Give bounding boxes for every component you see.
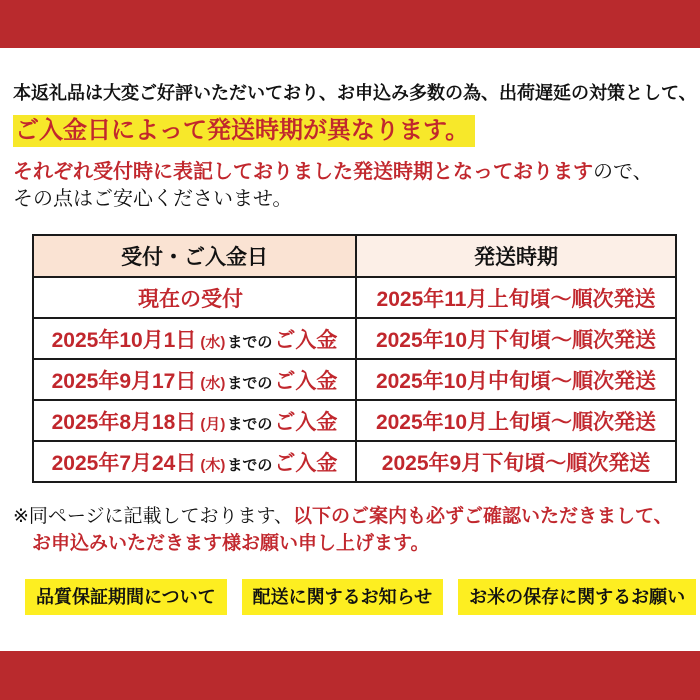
- notice-body: [0, 48, 700, 651]
- table-row: [33, 318, 676, 359]
- table-row: [33, 400, 676, 441]
- header-payment-date: 受付・ご入金日: [33, 235, 356, 277]
- footer-links-row: [25, 579, 687, 615]
- payment-date-cell: 2025年7月24日 (木) までのご入金: [33, 441, 356, 482]
- shipping-schedule-table: [32, 234, 677, 483]
- shipping-period-cell: 2025年10月上旬頃〜順次発送: [356, 400, 676, 441]
- shipping-period-cell: 2025年11月上旬頃〜順次発送: [356, 277, 676, 318]
- payment-date-cell: 現在の受付: [33, 277, 356, 318]
- table-row: [33, 359, 676, 400]
- payment-date-cell: 2025年8月18日 (月) までのご入金: [33, 400, 356, 441]
- top-red-band: [0, 0, 700, 48]
- rice-storage-link[interactable]: お米の保存に関するお願い: [458, 579, 696, 615]
- table-header-row: [33, 235, 676, 277]
- intro-text: 本返礼品は大変ご好評いただいており、お申込み多数の為、出荷遅延の対策として、: [13, 83, 697, 103]
- shipping-notice-black-text: ので、: [593, 161, 653, 183]
- delivery-notice-link[interactable]: 配送に関するお知らせ: [242, 579, 443, 615]
- shipping-notice-red-text: それぞれ受付時に表記しておりました発送時期となっております: [13, 161, 593, 183]
- payment-date-cell: 2025年10月1日 (水) までのご入金: [33, 318, 356, 359]
- footer-note-red-text: 以下のご案内も必ずご確認いただきまして、: [293, 506, 673, 527]
- bottom-red-band: [0, 651, 700, 700]
- quality-guarantee-link[interactable]: 品質保証期間について: [25, 579, 227, 615]
- header-shipping-period: 発送時期: [356, 235, 676, 277]
- table-row: [33, 277, 676, 318]
- payment-date-cell: 2025年9月17日 (水) までのご入金: [33, 359, 356, 400]
- footer-note-black-text: ※同ページに記載しております、: [13, 506, 294, 527]
- shipping-notice-line2: その点はご安心くださいませ。: [13, 188, 293, 210]
- shipping-period-cell: 2025年10月下旬頃〜順次発送: [356, 318, 676, 359]
- shipping-period-cell: 2025年10月中旬頃〜順次発送: [356, 359, 676, 400]
- footer-note: [13, 483, 687, 557]
- highlighted-notice: [13, 115, 475, 147]
- footer-note-line2: お申込みいただきます様お願い申し上げます。: [32, 533, 430, 554]
- shipping-notice-paragraph: [13, 147, 687, 213]
- shipping-period-cell: 2025年9月下旬頃〜順次発送: [356, 441, 676, 482]
- table-row: [33, 441, 676, 482]
- highlighted-notice-text: ご入金日によって発送時期が異なります。: [15, 117, 470, 144]
